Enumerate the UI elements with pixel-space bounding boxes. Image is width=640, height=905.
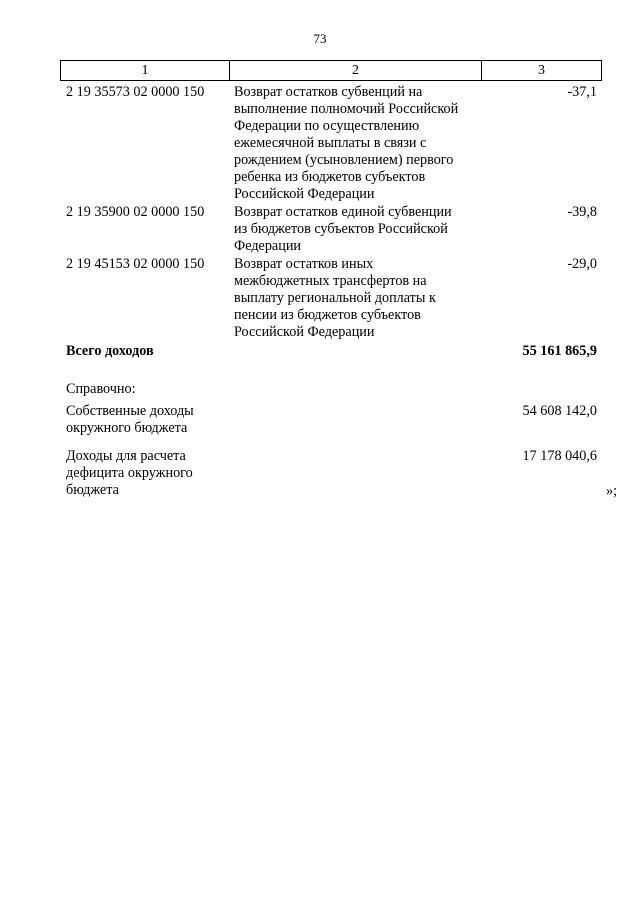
deficit-income-label (66, 448, 193, 499)
reference-heading: Справочно: (66, 381, 136, 397)
table-header (60, 60, 602, 81)
row-description-line: Федерации (234, 238, 302, 254)
deficit-income-label-line: Доходы для расчета (66, 448, 186, 464)
row-code: 2 19 45153 02 0000 150 (66, 256, 205, 272)
own-income-value: 54 608 142,0 (522, 403, 597, 419)
deficit-income-label-line: дефицита окружного (66, 465, 193, 481)
header-col-1: 1 (61, 61, 230, 80)
header-col-3: 3 (538, 63, 545, 78)
row-code: 2 19 35900 02 0000 150 (66, 204, 205, 220)
row-description-line: Возврат остатков иных (234, 256, 374, 272)
row-value: -29,0 (567, 256, 597, 272)
closing-quote-mark: »; (606, 483, 618, 499)
row-description-line: Возврат остатков субвенций на (234, 84, 423, 100)
own-income-label-line: окружного бюджета (66, 420, 188, 436)
row-value: -39,8 (567, 204, 597, 220)
deficit-income-label-line: бюджета (66, 482, 119, 498)
row-description-line: ежемесячной выплаты в связи с (234, 135, 427, 151)
row-description-line: Российской Федерации (234, 186, 375, 202)
row-description-line: из бюджетов субъектов Российской (234, 221, 448, 237)
row-description-line: выплату региональной доплаты к (234, 290, 436, 306)
row-description (234, 204, 479, 255)
row-description-line: Российской Федерации (234, 324, 375, 340)
row-description-line: выполнение полномочий Российской (234, 101, 459, 117)
row-description-line: межбюджетных трансфертов на (234, 273, 427, 289)
own-income-label-line: Собственные доходы (66, 403, 194, 419)
row-description-line: рождением (усыновлением) первого (234, 152, 454, 168)
page-number: 73 (313, 31, 327, 46)
row-description-line: ребенка из бюджетов субъектов (234, 169, 426, 185)
deficit-income-value: 17 178 040,6 (522, 448, 597, 464)
row-description-line: пенсии из бюджетов субъектов (234, 307, 421, 323)
row-description-line: Возврат остатков единой субвенции (234, 204, 452, 220)
row-description (234, 84, 479, 203)
row-description (234, 256, 479, 341)
row-code: 2 19 35573 02 0000 150 (66, 84, 205, 100)
own-income-label (66, 403, 194, 437)
header-col-2: 2 (230, 61, 482, 80)
total-value: 55 161 865,9 (522, 343, 597, 359)
total-label: Всего доходов (66, 343, 154, 359)
row-value: -37,1 (567, 84, 597, 100)
row-description-line: Федерации по осуществлению (234, 118, 420, 134)
